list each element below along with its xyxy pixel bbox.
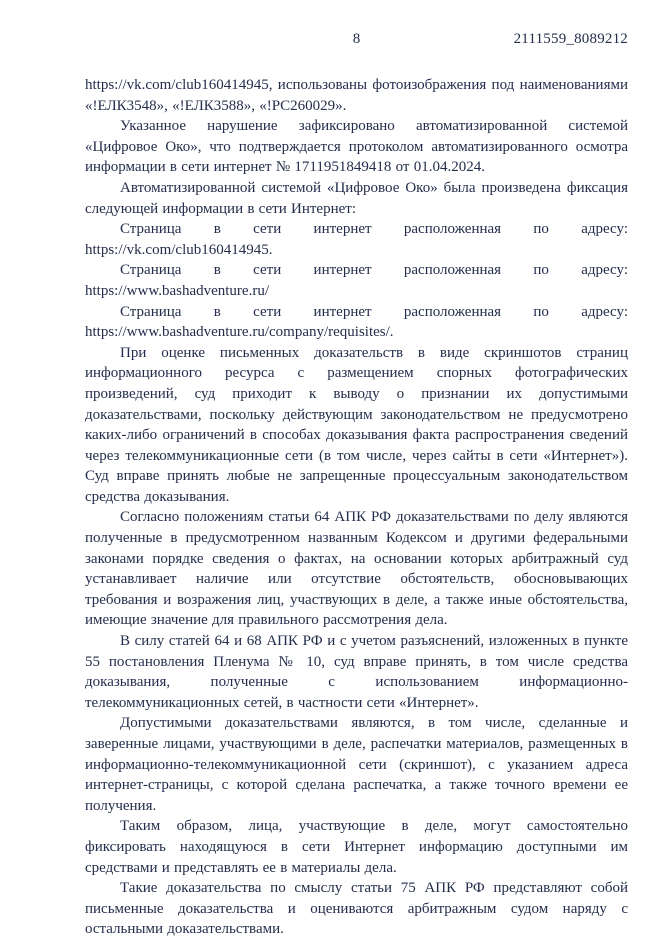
- document-code: 2111559_8089212: [513, 31, 628, 47]
- paragraph: Страница в сети интернет расположенная по адресу: https://www.bashadventure.ru/: [85, 262, 628, 299]
- paragraph: Страница в сети интернет расположенная по адресу: https://vk.com/club160414945.: [85, 221, 628, 258]
- paragraph: Указанное нарушение зафиксировано автоматизированной системой «Цифровое Око», что подтверждается протоколом автоматизированного осмотра информации в сети интернет № 1711951849418 от 01.04.2024.: [85, 118, 628, 176]
- paragraph: https://vk.com/club160414945, использованы фотоизображения под наименованиями «!ЕЛК3548», «!ЕЛК3588», «!PC260029».: [85, 77, 628, 114]
- paragraph: Таким образом, лица, участвующие в деле, могут самостоятельно фиксировать находящуюся в сети Интернет информацию доступными им средствами и представлять ее в материалы дела.: [85, 818, 628, 876]
- document-body: [85, 75, 628, 940]
- page-header: [85, 28, 628, 50]
- paragraph: Такие доказательства по смыслу статьи 75 АПК РФ представляют собой письменные доказательства и оцениваются арбитражным судом наряду с остальными доказательствами.: [85, 880, 628, 938]
- paragraph: При оценке письменных доказательств в виде скриншотов страниц информационного ресурса с размещением спорных фотографических произведений, суд приходит к выводу о признании их допустимыми доказательствами, поскольку действующим законодательством не предусмотрено каких-либо ограничений в способах доказывания факта распространения сведений через телекоммуникационные сети (в том числе, через сайты в сети «Интернет»). Суд вправе принять любые не запрещенные процессуальным законодательством средства доказывания.: [85, 344, 628, 505]
- paragraph: Страница в сети интернет расположенная по адресу: https://www.bashadventure.ru/company/requisites/.: [85, 303, 628, 341]
- paragraph: Допустимыми доказательствами являются, в том числе, сделанные и заверенные лицами, участвующими в деле, распечатки материалов, размещенных в информационно-телекоммуникационной сети (скриншот), с указанием адреса интернет-страницы, с которой сделана распечатка, а также точного времени ее получения.: [85, 715, 628, 814]
- paragraph: Автоматизированной системой «Цифровое Око» была произведена фиксация следующей информации в сети Интернет:: [85, 179, 628, 217]
- paragraph: В силу статей 64 и 68 АПК РФ и с учетом разъяснений, изложенных в пункте 55 постановления Пленума № 10, суд вправе принять, в том числе средства доказывания, полученные с использованием информационно-телекоммуникационных сетей, в частности сети «Интернет».: [85, 633, 628, 711]
- paragraph: Согласно положениям статьи 64 АПК РФ доказательствами по делу являются полученные в предусмотренном названным Кодексом и другими федеральными законами порядке сведения о фактах, на основании которых арбитражный суд устанавливает наличие или отсутствие обстоятельств, обосновывающих требования и возражения лиц, участвующих в деле, а также иные обстоятельства, имеющие значение для правильного рассмотрения дела.: [85, 509, 628, 629]
- page-number: 8: [352, 31, 361, 47]
- document-content: [85, 28, 628, 940]
